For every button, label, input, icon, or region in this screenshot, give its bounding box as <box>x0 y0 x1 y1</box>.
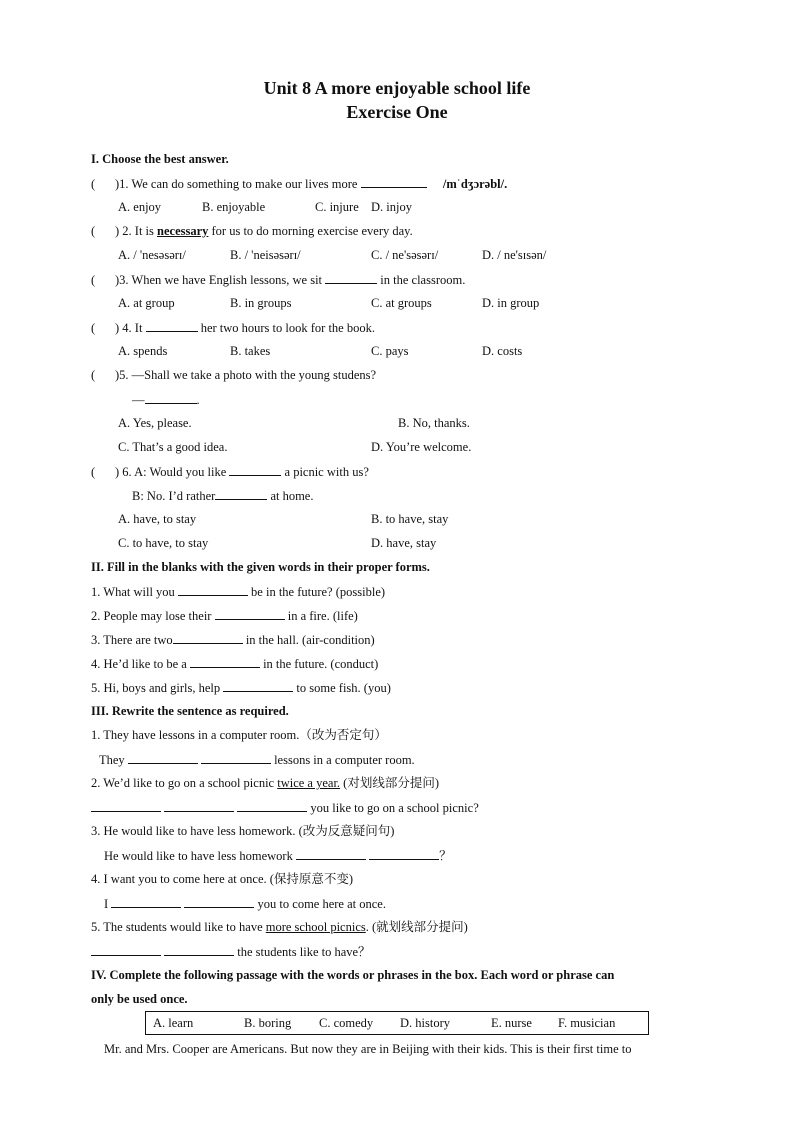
q1-option-c[interactable]: C. injure <box>315 200 359 214</box>
question-1: ( )1. We can do something to make our lives more /mˈdʒɔrəbl/. <box>91 177 508 191</box>
answer-blank[interactable] <box>369 847 439 860</box>
q5-option-c[interactable]: C. That’s a good idea. <box>118 440 228 454</box>
fill-item: 3. There are two in the hall. (air-condition) <box>91 633 375 647</box>
q5-option-b[interactable]: B. No, thanks. <box>398 416 470 430</box>
underlined-phrase: twice a year. <box>277 776 341 790</box>
q2-option-c[interactable]: C. / ne'səsərɪ/ <box>371 248 439 262</box>
section-3-heading: III. Rewrite the sentence as required. <box>91 704 289 718</box>
fill-item: 1. What will you be in the future? (possible) <box>91 585 386 599</box>
answer-blank[interactable] <box>215 487 267 500</box>
fill-item: 2. People may lose their in a fire. (life) <box>91 609 358 623</box>
answer-blank[interactable] <box>361 175 427 188</box>
rewrite-5: 5. The students would like to have more school picnics. (就划线部分提问) <box>91 920 468 934</box>
q3-option-d[interactable]: D. in group <box>482 296 540 310</box>
question-6: ( ) 6. A: Would you like a picnic with us? <box>91 465 369 479</box>
q3-option-a[interactable]: A. at group <box>118 296 175 310</box>
fill-item: 5. Hi, boys and girls, help to some fish. (you) <box>91 681 391 695</box>
q6-option-d[interactable]: D. have, stay <box>371 536 437 550</box>
word-option: C. comedy <box>319 1016 374 1030</box>
rewrite-1: 1. They have lessons in a computer room.（改为否定句） <box>91 728 387 742</box>
underlined-word: necessary <box>157 224 209 238</box>
section-2-heading: II. Fill in the blanks with the given words in their proper forms. <box>91 560 430 574</box>
word-option: A. learn <box>153 1016 194 1030</box>
section-1-heading: I. Choose the best answer. <box>91 152 229 166</box>
answer-blank[interactable] <box>229 463 281 476</box>
passage-text: Mr. and Mrs. Cooper are Americans. But now they are in Beijing with their kids. This is their first time to <box>104 1042 632 1056</box>
answer-blank[interactable] <box>91 943 161 956</box>
q1-option-d[interactable]: D. injoy <box>371 200 412 214</box>
q1-option-b[interactable]: B. enjoyable <box>202 200 266 214</box>
q4-option-c[interactable]: C. pays <box>371 344 409 358</box>
rewrite-2-answer: you like to go on a school picnic? <box>91 799 479 816</box>
q5-option-d[interactable]: D. You’re welcome. <box>371 440 472 454</box>
q1-option-a[interactable]: A. enjoy <box>118 200 162 214</box>
answer-blank[interactable] <box>128 751 198 764</box>
q6-option-b[interactable]: B. to have, stay <box>371 512 449 526</box>
answer-blank[interactable] <box>145 391 197 404</box>
rewrite-4: 4. I want you to come here at once. (保持原意不变) <box>91 872 354 886</box>
rewrite-4-answer: I you to come here at once. <box>104 897 386 911</box>
question-3: ( )3. When we have English lessons, we sit in the classroom. <box>91 273 466 287</box>
answer-blank[interactable] <box>164 799 234 812</box>
page-subtitle: Exercise One <box>346 102 448 122</box>
fill-item: 4. He’d like to be a in the future. (conduct) <box>91 657 379 671</box>
q4-option-d[interactable]: D. costs <box>482 344 523 358</box>
rewrite-3: 3. He would like to have less homework. (改为反意疑问句) <box>91 824 395 838</box>
answer-blank[interactable] <box>223 679 293 692</box>
question-2: ( ) 2. It is necessary for us to do morning exercise every day. <box>91 224 413 238</box>
q6-option-c[interactable]: C. to have, to stay <box>118 536 209 550</box>
answer-blank[interactable] <box>173 631 243 644</box>
word-box <box>145 1011 649 1035</box>
answer-blank[interactable] <box>146 319 198 332</box>
question-5-reply: — . <box>132 393 200 407</box>
rewrite-5-answer: the students like to have？ <box>91 943 371 960</box>
answer-blank[interactable] <box>184 895 254 908</box>
word-option: F. musician <box>558 1016 616 1030</box>
answer-blank[interactable] <box>91 799 161 812</box>
q5-option-a[interactable]: A. Yes, please. <box>118 416 192 430</box>
q3-option-b[interactable]: B. in groups <box>230 296 292 310</box>
question-1-stem: )1. We can do something to make our lives more <box>115 177 358 191</box>
answer-blank[interactable] <box>325 271 377 284</box>
word-option: B. boring <box>244 1016 292 1030</box>
q2-option-a[interactable]: A. / 'nesəsərɪ/ <box>118 248 186 262</box>
rewrite-1-answer: They lessons in a computer room. <box>99 753 415 767</box>
answer-blank[interactable] <box>190 655 260 668</box>
question-5: ( )5. —Shall we take a photo with the young studens? <box>91 368 377 382</box>
section-4-heading-cont: only be used once. <box>91 992 188 1006</box>
rewrite-3-answer: He would like to have less homework ？ <box>104 849 452 863</box>
answer-blank[interactable] <box>201 751 271 764</box>
question-4: ( ) 4. It her two hours to look for the book. <box>91 321 375 335</box>
phonetic: /mˈdʒɔrəbl/. <box>442 177 508 191</box>
q4-option-b[interactable]: B. takes <box>230 344 271 358</box>
answer-blank[interactable] <box>164 943 234 956</box>
q4-option-a[interactable]: A. spends <box>118 344 168 358</box>
word-option: E. nurse <box>491 1016 532 1030</box>
answer-blank[interactable] <box>296 847 366 860</box>
q3-option-c[interactable]: C. at groups <box>371 296 432 310</box>
q2-option-d[interactable]: D. / ne'sɪsən/ <box>482 248 547 262</box>
answer-blank[interactable] <box>111 895 181 908</box>
rewrite-2: 2. We’d like to go on a school picnic twice a year. (对划线部分提问) <box>91 776 439 790</box>
q6-option-a[interactable]: A. have, to stay <box>118 512 197 526</box>
answer-blank[interactable] <box>215 607 285 620</box>
underlined-phrase: more school picnics <box>265 920 366 934</box>
section-4-heading: IV. Complete the following passage with the words or phrases in the box. Each word or phrase can <box>91 968 615 982</box>
q2-option-b[interactable]: B. / 'neisəsərɪ/ <box>230 248 301 262</box>
answer-blank[interactable] <box>237 799 307 812</box>
question-6-reply: B: No. I’d rather at home. <box>132 489 314 503</box>
page-title: Unit 8 A more enjoyable school life <box>263 78 531 98</box>
answer-blank[interactable] <box>178 583 248 596</box>
word-option: D. history <box>400 1016 450 1030</box>
